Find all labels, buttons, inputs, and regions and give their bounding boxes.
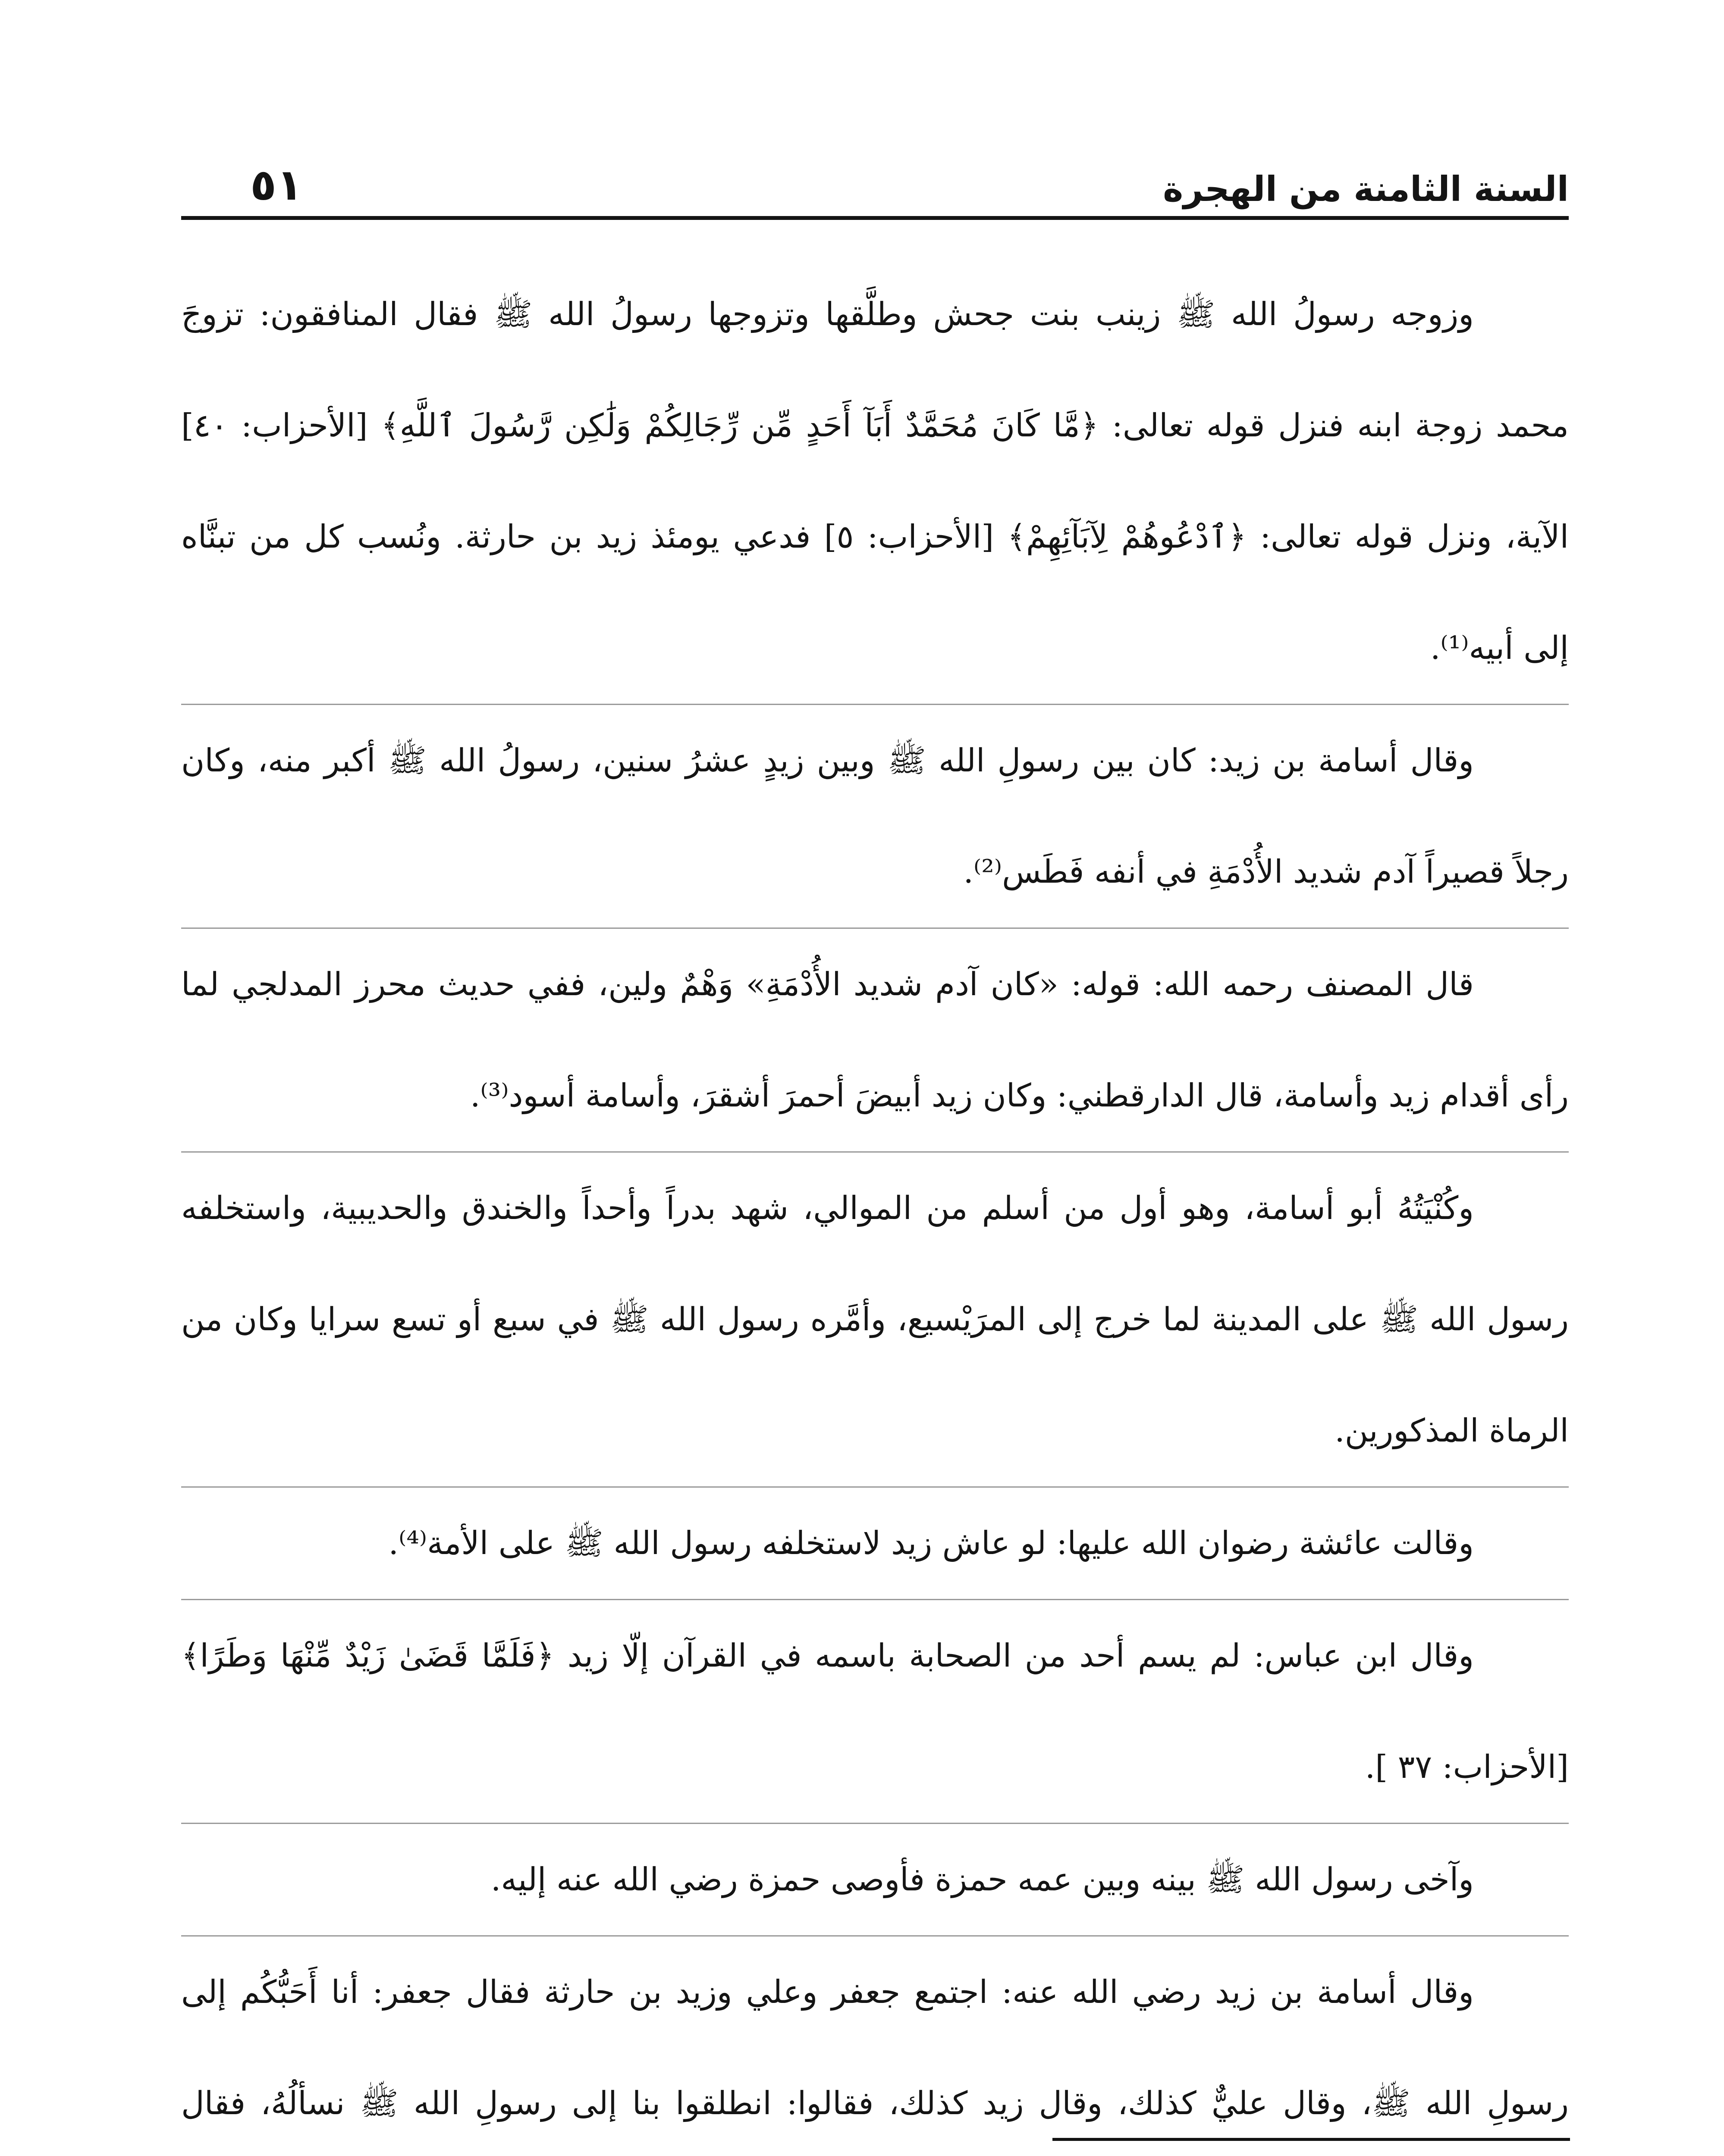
paragraph: قال المصنف رحمه الله: قوله: «كان آدم شديد الأُدْمَةِ» وَهْمٌ ولين، ففي حديث محرز المدلجي لما رأى أقدام زيد وأسامة، قال الدارقطني: وكان زيد أبيضَ أحمرَ أشقرَ، وأسامة أسود⁽³⁾. (181, 929, 1569, 1153)
paragraph: وآخى رسول الله ﷺ بينه وبين عمه حمزة فأوصى حمزة رضي الله عنه إليه. (181, 1824, 1569, 1937)
paragraph: وقال ابن عباس: لم يسم أحد من الصحابة باسمه في القرآن إلّا زيد ﴿فَلَمَّا قَضَىٰ زَيْدٌ مِّنْهَا وَطَرًا﴾ [الأحزاب: ٣٧ ]. (181, 1600, 1569, 1824)
paragraph: وزوجه رسولُ الله ﷺ زينب بنت جحش وطلَّقها وتزوجها رسولُ الله ﷺ فقال المنافقون: تزوجَ محمد زوجة ابنه فنزل قوله تعالى: ﴿مَّا كَانَ مُحَمَّدٌ أَبَآ أَحَدٍ مِّن رِّجَالِكُمْ وَلَٰكِن رَّسُولَ ٱللَّهِ﴾ [الأحزاب: ٤٠] الآية، ونزل قوله تعالى: ﴿ٱدْعُوهُمْ لِآبَآئِهِمْ﴾ [الأحزاب: ٥] فدعي يومئذ زيد بن حارثة. ونُسب كل من تبنَّاه إلى أبيه⁽¹⁾. (181, 259, 1569, 705)
main-text (181, 259, 1569, 2126)
page-header (181, 142, 1569, 220)
page-number: ٥١ (250, 160, 303, 210)
footnote-divider (1052, 2138, 1570, 2141)
running-title: السنة الثامنة من الهجرة (1163, 169, 1569, 209)
paragraph: وقالت عائشة رضوان الله عليها: لو عاش زيد لاستخلفه رسول الله ﷺ على الأمة⁽⁴⁾. (181, 1488, 1569, 1600)
paragraph: وقال أسامة بن زيد رضي الله عنه: اجتمع جعفر وعلي وزيد بن حارثة فقال جعفر: أنا أَحَبُّكُم إلى رسولِ الله ﷺ، وقال عليٌّ كذلك، وقال زيد كذلك، فقالوا: انطلقوا بنا إلى رسولِ الله ﷺ نسألُهُ، فقال (181, 1974, 1569, 2122)
paragraph: وكُنْيَتُهُ أبو أسامة، وهو أول من أسلم من الموالي، شهد بدراً وأحداً والخندق والحديبية، واستخلفه رسول الله ﷺ على المدينة لما خرج إلى المرَيْسيع، وأمَّره رسول الله ﷺ في سبع أو تسع سرايا وكان من الرماة المذكورين. (181, 1153, 1569, 1488)
paragraph: وقال أسامة بن زيد: كان بين رسولِ الله ﷺ وبين زيدٍ عشرُ سنين، رسولُ الله ﷺ أكبر منه، وكان رجلاً قصيراً آدم شديد الأُدْمَةِ في أنفه فَطَس⁽²⁾. (181, 705, 1569, 929)
